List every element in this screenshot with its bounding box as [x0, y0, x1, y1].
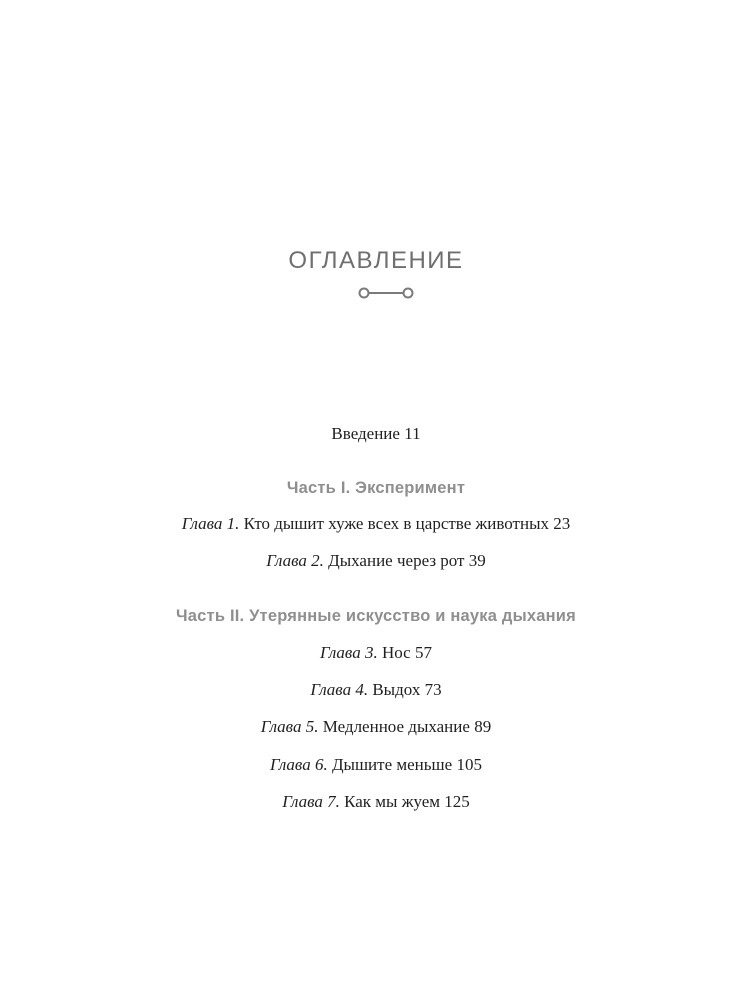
toc-entry-intro[interactable] — [0, 423, 752, 445]
chapter-label: Глава 7. — [282, 792, 340, 811]
chapter-label: Глава 1. — [181, 514, 240, 533]
toc-entry-page: 89 — [474, 717, 492, 736]
chapter-label: Глава 3. — [320, 643, 378, 662]
toc-entry-title: Дыхание через рот — [328, 551, 465, 570]
toc-entry-title: Дышите меньше — [331, 755, 453, 774]
toc-entry-page: 11 — [404, 424, 421, 443]
chapter-label: Глава 6. — [270, 755, 328, 774]
part-heading-2: Часть II. Утерянные искусство и наука дыхания — [176, 607, 576, 625]
toc-entry-page: 73 — [424, 680, 442, 699]
toc-entry-chapter-1[interactable] — [0, 513, 752, 535]
toc-entry-page: 125 — [444, 792, 470, 811]
toc-entry-chapter-4[interactable] — [0, 679, 752, 701]
toc-entry-chapter-6[interactable] — [0, 754, 752, 776]
toc-entry-page: 57 — [414, 643, 432, 662]
toc-entry-title: Как мы жуем — [344, 792, 441, 811]
page-title: ОГЛАВЛЕНИЕ — [288, 247, 464, 274]
chapter-label: Глава 5. — [260, 717, 319, 736]
toc-entry-chapter-7[interactable] — [0, 791, 752, 813]
chapter-label: Глава 2. — [266, 551, 324, 570]
chapter-label: Глава 4. — [310, 680, 369, 699]
toc-entry-title: Кто дышит хуже всех в царстве животных — [243, 514, 550, 533]
toc-entry-chapter-5[interactable] — [0, 716, 752, 738]
toc-entry-chapter-2[interactable] — [0, 550, 752, 572]
toc-entry-page: 39 — [468, 551, 486, 570]
toc-entry-page: 23 — [553, 514, 571, 533]
toc-entry-title: Выдох — [372, 680, 421, 699]
toc-entry-title: Нос — [381, 643, 411, 662]
line-with-circles-ornament-icon — [356, 285, 416, 301]
toc-entry-chapter-3[interactable] — [0, 642, 752, 664]
toc-entry-page: 105 — [456, 755, 482, 774]
toc-entry-title: Медленное дыхание — [322, 717, 470, 736]
part-heading-1: Часть I. Эксперимент — [286, 479, 466, 497]
toc-entry-title: Введение — [331, 424, 400, 443]
